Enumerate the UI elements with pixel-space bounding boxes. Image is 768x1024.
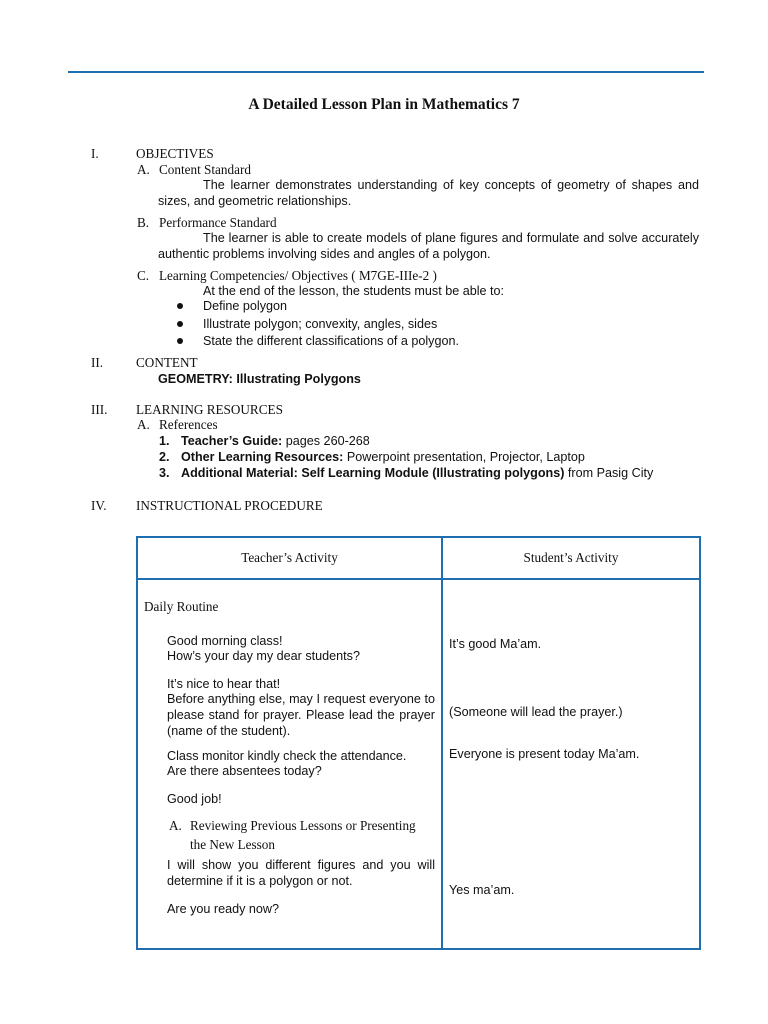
student-activity-header: Student’s Activity (523, 550, 619, 565)
review-heading: the New Lesson (190, 837, 275, 852)
content-standard-text: The learner demonstrates understanding of key concepts of geometry of shapes and sizes, and geometric relationships. (158, 178, 699, 208)
list-item: State the different classifications of a polygon. (203, 334, 459, 348)
performance-standard-text: The learner is able to create models of plane figures and formulate and solve accurately authentic problems involving sides and angles of a polygon. (158, 231, 699, 261)
table-row (137, 579, 700, 949)
activity-table (136, 536, 701, 950)
section-numeral: I. (91, 146, 99, 161)
item-label: References (159, 417, 218, 432)
item-letter: A. (137, 417, 150, 432)
ref-rest: pages 260-268 (282, 434, 370, 448)
ref-rest: Powerpoint presentation, Projector, Laptop (343, 450, 585, 464)
page-title: A Detailed Lesson Plan in Mathematics 7 (248, 96, 520, 113)
competencies-intro: At the end of the lesson, the students must be able to: (203, 284, 505, 298)
item-label: Content Standard (159, 162, 251, 177)
header-rule (68, 71, 704, 73)
teacher-cell (137, 579, 442, 949)
section-numeral: II. (91, 355, 104, 370)
student-line: Everyone is present today Ma’am. (449, 747, 640, 761)
ref-rest: from Pasig City (564, 466, 654, 480)
student-cell (442, 579, 700, 949)
teacher-activity-header: Teacher’s Activity (241, 550, 338, 565)
item-letter: B. (137, 215, 150, 230)
bullet-icon (177, 303, 183, 309)
item-label: Learning Competencies/ Objectives ( M7GE-IIIe-2 ) (159, 268, 437, 283)
ref-bold: Additional Material: Self Learning Module (Illustrating polygons) (181, 466, 565, 480)
section-heading: INSTRUCTIONAL PROCEDURE (136, 498, 323, 513)
table-header-row (137, 537, 700, 579)
section-numeral: IV. (91, 498, 107, 513)
teacher-line: Good morning class! (167, 634, 283, 648)
bullet-icon (177, 338, 183, 344)
student-line: Yes ma’am. (449, 883, 515, 897)
teacher-paragraph: Before anything else, may I request everyone to please stand for prayer. Please lead the prayer (name of the student). (167, 692, 435, 738)
item-letter: A. (137, 162, 150, 177)
ref-number: 2. (159, 450, 170, 464)
header-cell (442, 537, 700, 579)
teacher-line: Good job! (167, 792, 222, 806)
teacher-line: How’s your day my dear students? (167, 649, 360, 663)
list-item: Illustrate polygon; convexity, angles, sides (203, 317, 438, 331)
section-heading: CONTENT (136, 355, 198, 370)
item-label: Performance Standard (159, 215, 277, 230)
list-item: Define polygon (203, 299, 288, 313)
student-line: It’s good Ma’am. (449, 637, 542, 651)
review-heading: Reviewing Previous Lessons or Presenting (190, 818, 416, 833)
daily-routine-label: Daily Routine (144, 599, 219, 614)
teacher-line: It’s nice to hear that! (167, 677, 281, 691)
teacher-line: Are there absentees today? (167, 764, 322, 778)
content-topic: GEOMETRY: Illustrating Polygons (158, 372, 361, 386)
ref-number: 1. (159, 434, 170, 448)
section-heading: LEARNING RESOURCES (136, 402, 283, 417)
teacher-line: Class monitor kindly check the attendance. (167, 749, 407, 763)
item-letter: C. (137, 268, 150, 283)
bullet-icon (177, 321, 183, 327)
ref-bold: Other Learning Resources: (181, 450, 344, 464)
item-letter: A. (169, 818, 182, 833)
ref-bold: Teacher’s Guide: (181, 434, 283, 448)
section-numeral: III. (91, 402, 108, 417)
reference-item (181, 465, 653, 481)
reference-item (181, 433, 370, 449)
header-cell (137, 537, 442, 579)
student-line: (Someone will lead the prayer.) (449, 705, 623, 719)
section-heading: OBJECTIVES (136, 146, 214, 161)
teacher-paragraph: I will show you different figures and you will determine if it is a polygon or not. (167, 858, 435, 888)
ref-number: 3. (159, 466, 170, 480)
teacher-line: Are you ready now? (167, 902, 280, 916)
reference-item (181, 449, 585, 465)
